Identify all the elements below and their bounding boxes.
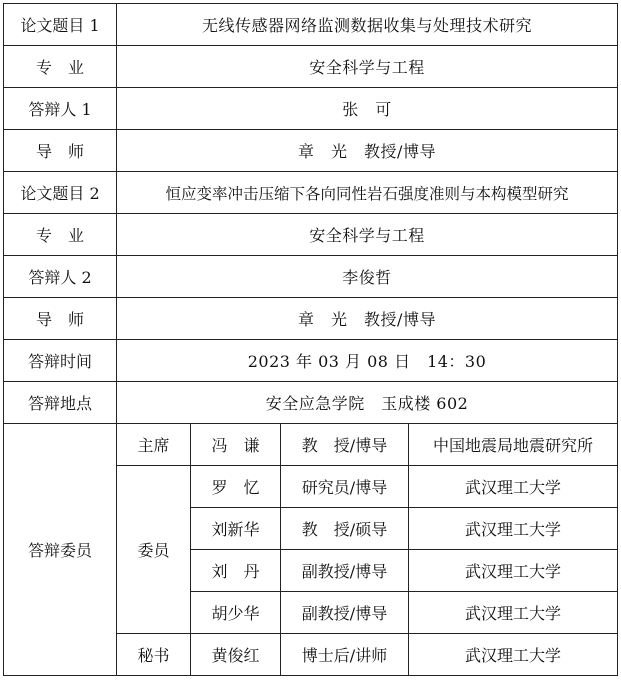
row-advisor-2 xyxy=(4,298,618,340)
member-name: 胡少华 xyxy=(191,592,281,634)
chair-rank: 教 授/博导 xyxy=(281,424,409,466)
label-defender-2: 答辩人 2 xyxy=(4,256,117,298)
label-defense-time: 答辩时间 xyxy=(4,340,117,382)
label-thesis-title-2: 论文题目 2 xyxy=(4,172,117,214)
member-rank: 副教授/博导 xyxy=(281,550,409,592)
member-name: 刘 丹 xyxy=(191,550,281,592)
chair-name: 冯 谦 xyxy=(191,424,281,466)
role-chair: 主席 xyxy=(117,424,191,466)
value-major-2: 安全科学与工程 xyxy=(117,214,618,256)
secretary-name: 黄俊红 xyxy=(191,634,281,676)
row-advisor-1 xyxy=(4,130,618,172)
member-rank: 教 授/硕导 xyxy=(281,508,409,550)
row-defense-time xyxy=(4,340,618,382)
row-committee-chair xyxy=(4,424,618,466)
member-org: 武汉理工大学 xyxy=(409,592,618,634)
row-defender-1 xyxy=(4,88,618,130)
role-member: 委员 xyxy=(117,466,191,634)
label-advisor-2: 导 师 xyxy=(4,298,117,340)
role-secretary: 秘书 xyxy=(117,634,191,676)
label-committee: 答辩委员 xyxy=(4,424,117,676)
secretary-org: 武汉理工大学 xyxy=(409,634,618,676)
label-advisor-1: 导 师 xyxy=(4,130,117,172)
member-org: 武汉理工大学 xyxy=(409,466,618,508)
value-advisor-2: 章 光 教授/博导 xyxy=(117,298,618,340)
defense-info-table xyxy=(3,3,618,676)
row-major-2 xyxy=(4,214,618,256)
value-defense-location: 安全应急学院 玉成楼 602 xyxy=(117,382,618,424)
member-rank: 副教授/博导 xyxy=(281,592,409,634)
label-major-1: 专 业 xyxy=(4,46,117,88)
chair-org: 中国地震局地震研究所 xyxy=(409,424,618,466)
label-thesis-title-1: 论文题目 1 xyxy=(4,4,117,46)
secretary-rank: 博士后/讲师 xyxy=(281,634,409,676)
member-name: 刘新华 xyxy=(191,508,281,550)
member-name: 罗 忆 xyxy=(191,466,281,508)
value-thesis-title-2: 恒应变率冲击压缩下各向同性岩石强度准则与本构模型研究 xyxy=(117,172,618,214)
label-defense-location: 答辩地点 xyxy=(4,382,117,424)
row-major-1 xyxy=(4,46,618,88)
value-advisor-1: 章 光 教授/博导 xyxy=(117,130,618,172)
value-major-1: 安全科学与工程 xyxy=(117,46,618,88)
label-major-2: 专 业 xyxy=(4,214,117,256)
row-defender-2 xyxy=(4,256,618,298)
row-thesis-title-1 xyxy=(4,4,618,46)
member-org: 武汉理工大学 xyxy=(409,508,618,550)
member-org: 武汉理工大学 xyxy=(409,550,618,592)
row-thesis-title-2 xyxy=(4,172,618,214)
row-defense-location xyxy=(4,382,618,424)
value-defender-2: 李俊哲 xyxy=(117,256,618,298)
member-rank: 研究员/博导 xyxy=(281,466,409,508)
value-thesis-title-1: 无线传感器网络监测数据收集与处理技术研究 xyxy=(117,4,618,46)
value-defense-time: 2023 年 03 月 08 日 14：30 xyxy=(117,340,618,382)
value-defender-1: 张 可 xyxy=(117,88,618,130)
label-defender-1: 答辩人 1 xyxy=(4,88,117,130)
